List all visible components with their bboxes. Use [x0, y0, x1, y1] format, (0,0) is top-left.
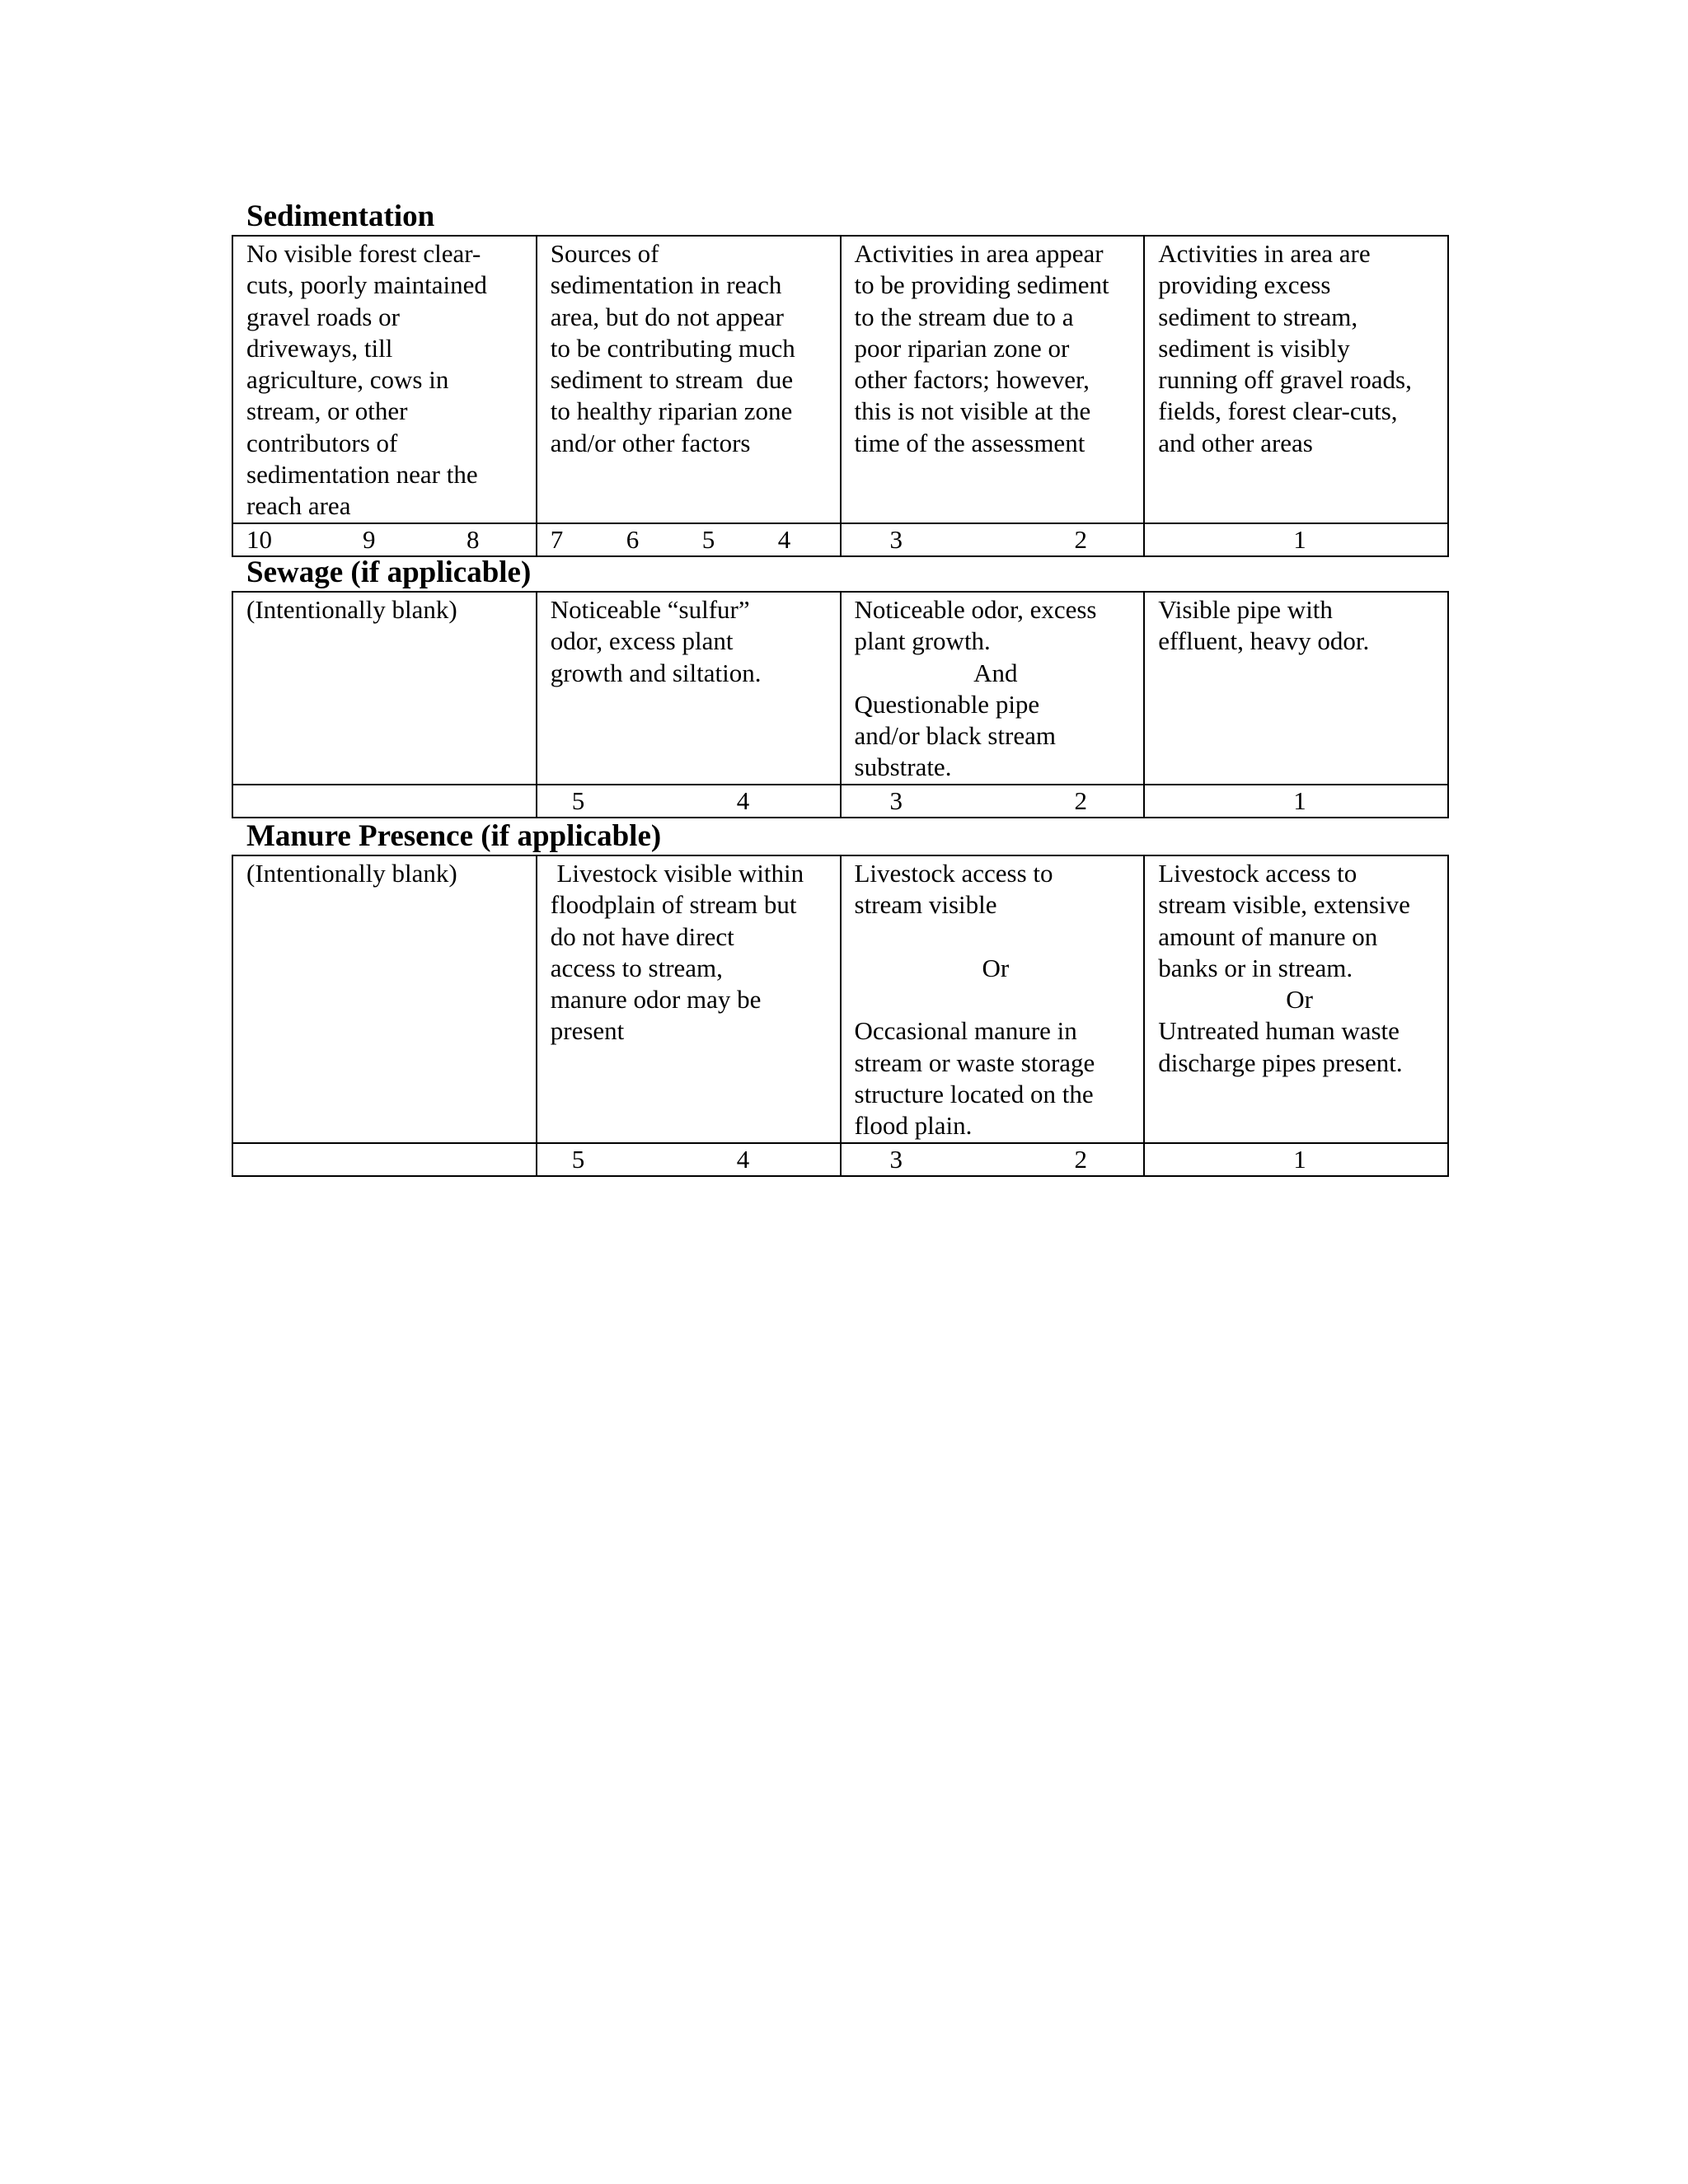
score-value: 2 — [1074, 1144, 1087, 1174]
section-title-sewage: Sewage (if applicable) — [246, 555, 532, 589]
section-title-manure-presence: Manure Presence (if applicable) — [246, 819, 662, 853]
score-value: 5 — [571, 1144, 585, 1174]
score-value: 6 — [626, 524, 640, 554]
description-cell-fair: Noticeable odor, excess plant growth. And Questionable pipe and/or black stream substrate. — [841, 592, 1145, 785]
description-cell-poor: Livestock access to stream visible, extensive amount of manure on banks or in stream. Or Untreated human waste discharge pipes present. — [1144, 855, 1448, 1143]
description-cell-excellent: (Intentionally blank) — [232, 592, 537, 785]
score-cell-excellent — [232, 523, 537, 556]
score-cell-poor — [1144, 785, 1448, 818]
sedimentation-table — [232, 235, 1449, 557]
score-value: 3 — [889, 524, 903, 554]
score-value: 2 — [1074, 785, 1087, 815]
score-row — [232, 523, 1448, 556]
score-value: 5 — [571, 785, 585, 815]
description-cell-poor: Visible pipe with effluent, heavy odor. — [1144, 592, 1448, 785]
description-cell-excellent: No visible forest clear- cuts, poorly maintained gravel roads or driveways, till agriculture, cows in stream, or other contributors of sedimentation near the reach area — [232, 236, 537, 523]
score-value: 3 — [889, 1144, 903, 1174]
score-cell-poor — [1144, 1143, 1448, 1176]
description-row — [232, 236, 1448, 523]
score-value: 9 — [363, 524, 376, 554]
score-cell-poor — [1144, 523, 1448, 556]
score-value: 3 — [889, 785, 903, 815]
description-cell-fair: Activities in area appear to be providing sediment to the stream due to a poor riparian zone or other factors; however, this is not visible at the time of the assessment — [841, 236, 1145, 523]
score-value: 2 — [1074, 524, 1087, 554]
section-title-sedimentation: Sedimentation — [246, 199, 435, 233]
description-cell-good: Sources of sedimentation in reach area, but do not appear to be contributing much sediment to stream due to healthy riparian zone and/or other factors — [537, 236, 841, 523]
score-cell-excellent — [232, 785, 537, 818]
score-row — [232, 785, 1448, 818]
score-cell-good — [537, 1143, 841, 1176]
description-cell-good: Livestock visible within floodplain of stream but do not have direct access to stream, manure odor may be present — [537, 855, 841, 1143]
score-value: 1 — [1293, 785, 1306, 815]
score-cell-fair — [841, 785, 1145, 818]
score-value: 1 — [1293, 524, 1306, 554]
score-value: 7 — [550, 524, 564, 554]
manure-presence-table — [232, 855, 1449, 1177]
score-value: 4 — [736, 785, 750, 815]
score-row — [232, 1143, 1448, 1176]
score-cell-fair — [841, 1143, 1145, 1176]
score-cell-fair — [841, 523, 1145, 556]
score-cell-good — [537, 523, 841, 556]
score-value: 4 — [736, 1144, 750, 1174]
score-value: 1 — [1293, 1144, 1306, 1174]
sewage-table — [232, 591, 1449, 818]
description-cell-fair: Livestock access to stream visible Or Occasional manure in stream or waste storage structure located on the flood plain. — [841, 855, 1145, 1143]
description-cell-excellent: (Intentionally blank) — [232, 855, 537, 1143]
description-row — [232, 855, 1448, 1143]
score-value: 10 — [246, 524, 272, 554]
score-value: 8 — [467, 524, 480, 554]
score-value: 5 — [701, 524, 715, 554]
description-cell-poor: Activities in area are providing excess sediment to stream, sediment is visibly running off gravel roads, fields, forest clear-cuts, and other areas — [1144, 236, 1448, 523]
score-value: 4 — [777, 524, 791, 554]
description-row — [232, 592, 1448, 785]
description-cell-good: Noticeable “sulfur” odor, excess plant growth and siltation. — [537, 592, 841, 785]
score-cell-good — [537, 785, 841, 818]
score-cell-excellent — [232, 1143, 537, 1176]
